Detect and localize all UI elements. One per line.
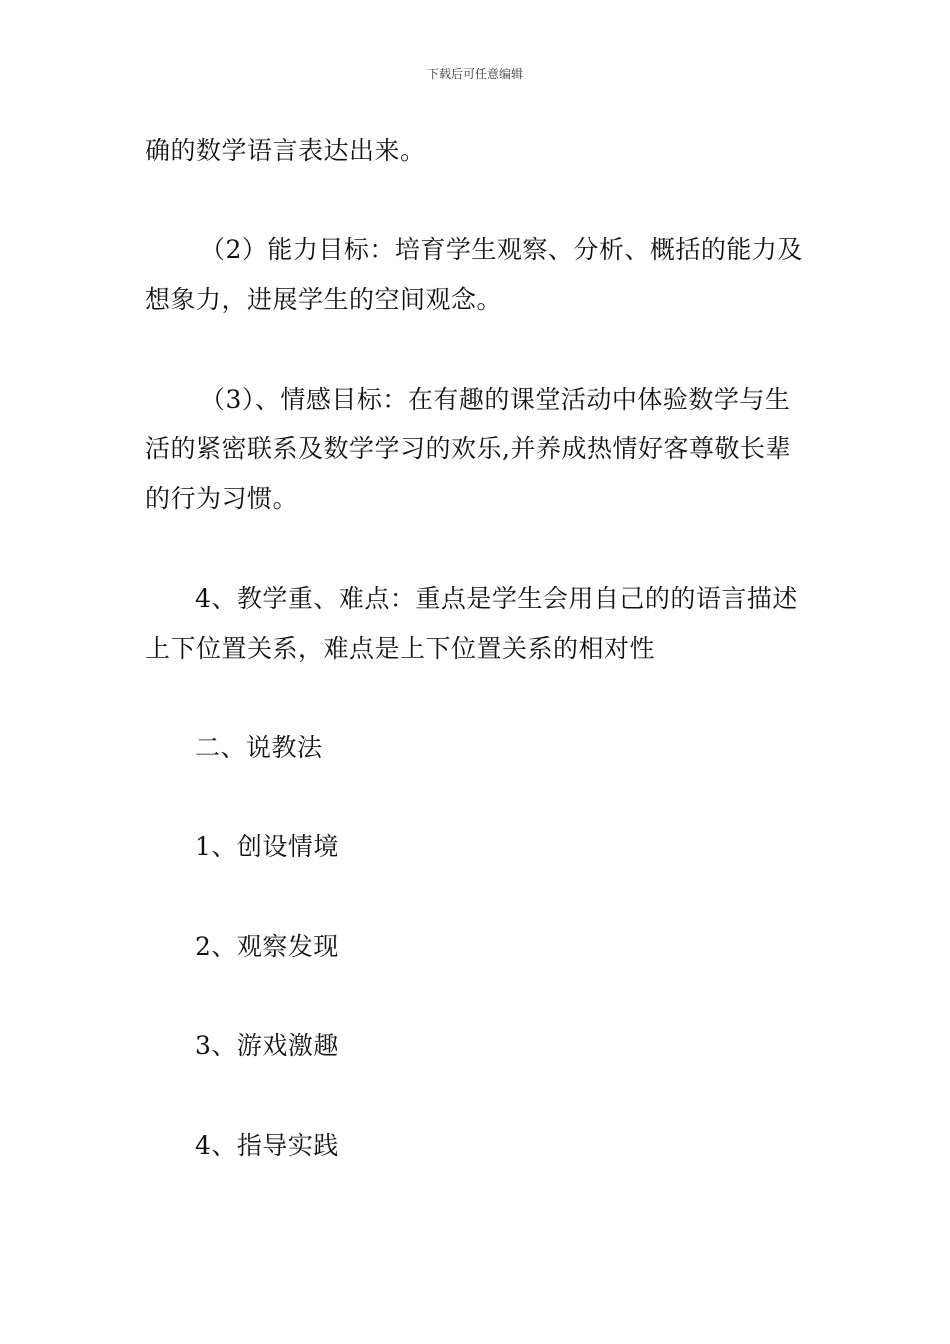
text-line: 4、教学重、难点：重点是学生会用自己的的语言描述 bbox=[195, 584, 798, 613]
text-line: （2）能力目标：培育学生观察、分析、概括的能力及 bbox=[200, 235, 803, 264]
text-line: 确的数学语言表达出来。 bbox=[145, 136, 426, 165]
list-item: 2、观察发现 bbox=[195, 932, 339, 961]
text-line: （3）、情感目标：在有趣的课堂活动中体验数学与生 bbox=[200, 385, 791, 414]
list-item: 3、游戏激趣 bbox=[195, 1031, 339, 1060]
text-line: 的行为习惯。 bbox=[145, 484, 299, 513]
list-item: 1、创设情境 bbox=[195, 832, 339, 861]
page-header: 下载后可任意编辑 bbox=[426, 67, 523, 81]
text-line: 想象力，进展学生的空间观念。 bbox=[145, 285, 503, 314]
list-item: 4、指导实践 bbox=[195, 1131, 339, 1160]
text-line: 活的紧密联系及数学学习的欢乐,并养成热情好客尊敬长辈 bbox=[145, 434, 791, 463]
text-line: 上下位置关系，难点是上下位置关系的相对性 bbox=[145, 634, 656, 663]
section-heading: 二、说教法 bbox=[195, 733, 323, 762]
